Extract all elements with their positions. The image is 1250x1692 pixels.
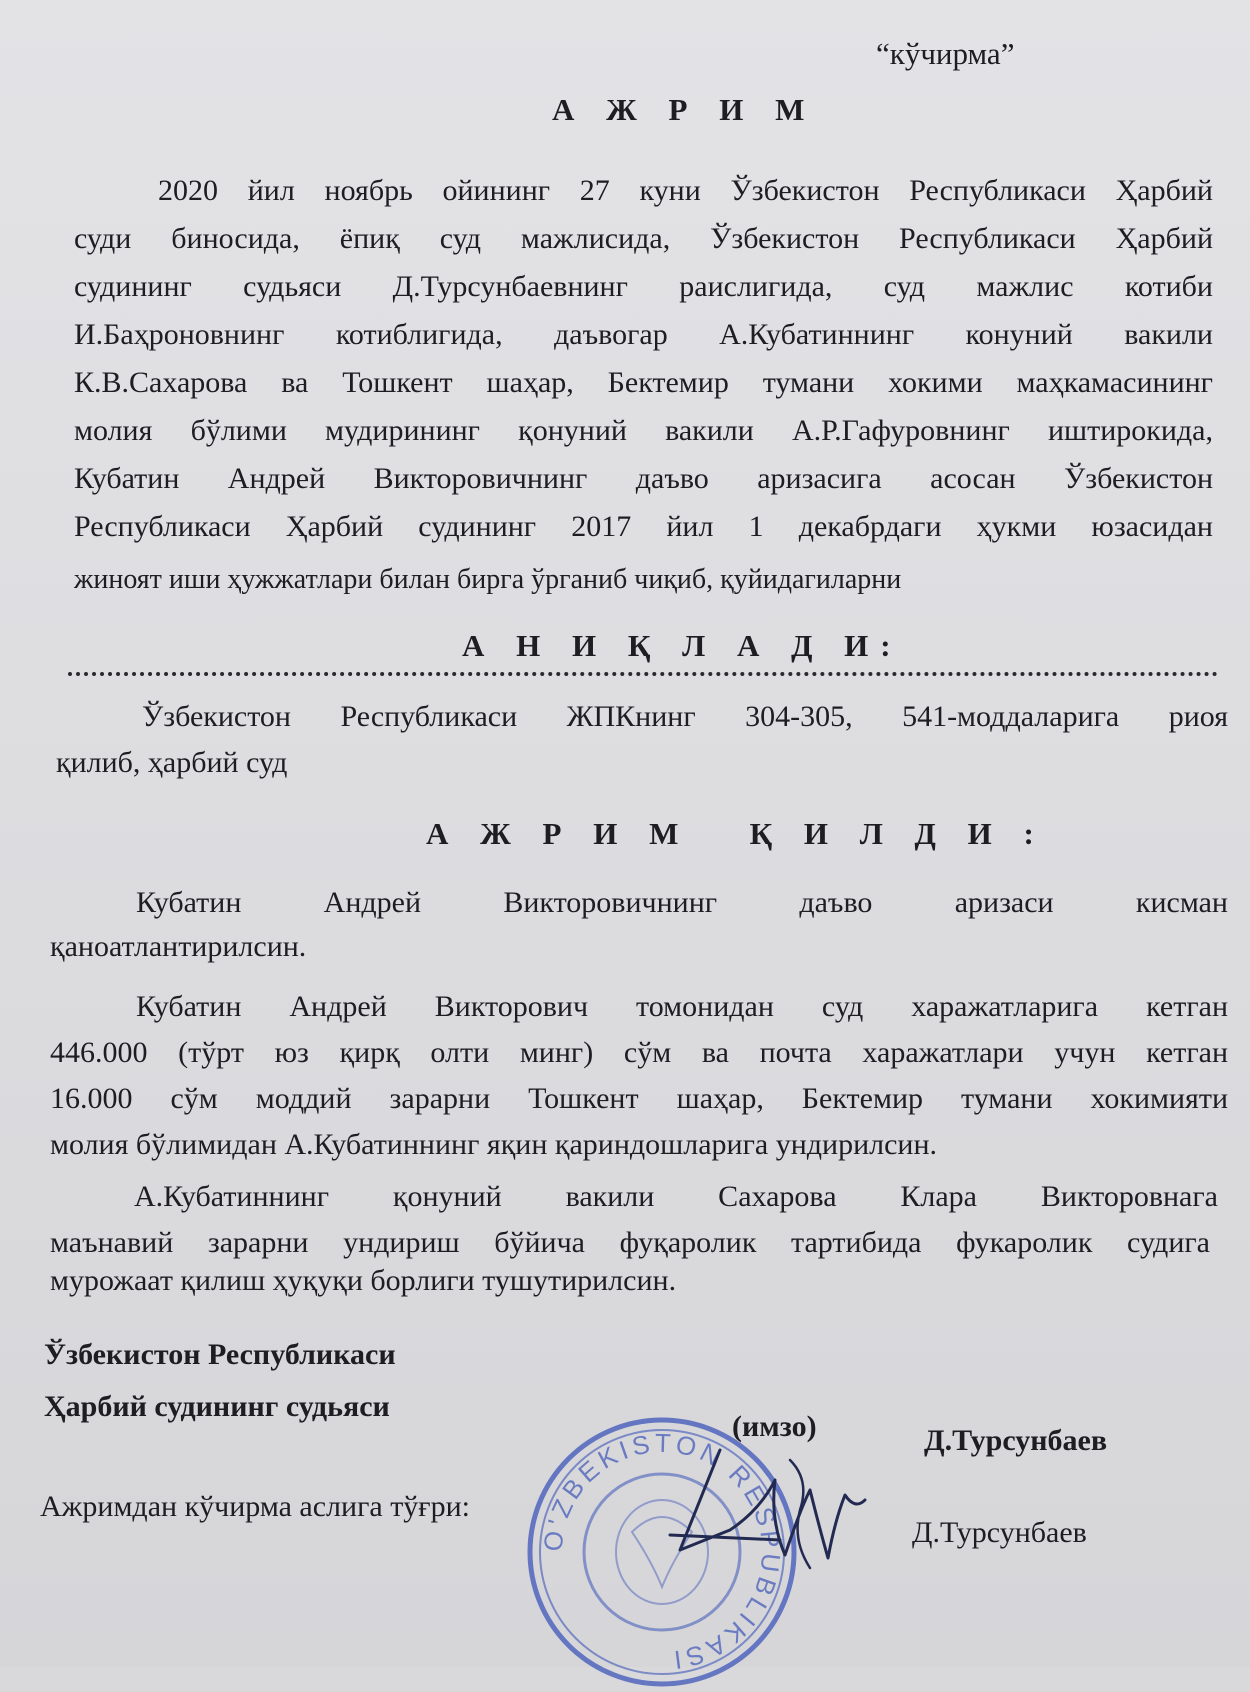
ruling-p3-line: мурожаат қилиш ҳуқуқи борлиги тушутирилсин. [50, 1264, 677, 1297]
intro-line: К.В.Сахарова ва Тошкент шаҳар, Бектемир тумани хокими маҳкамасининг [74, 366, 1213, 399]
intro-line: молия бўлими мудирининг қонуний вакили А.Р.Гафуровнинг иштирокида, [74, 414, 1213, 447]
handwritten-signature [660, 1440, 870, 1580]
ruling-p1-line: Кубатин Андрей Викторовичнинг даъво аризаси кисман [136, 886, 1228, 919]
judge-name-bold: Д.Турсунбаев [924, 1424, 1108, 1457]
ruling-p2-line: молия бўлимидан А.Кубатиннинг яқин қариндошларига ундирилсин. [50, 1128, 938, 1161]
established-line: қилиб, ҳарбий суд [56, 746, 288, 779]
intro-line: суди биносида, ёпиқ суд мажлисида, Ўзбекистон Республикаси Ҳарбий [74, 222, 1213, 255]
intro-line: 2020 йил ноябрь ойининг 27 куни Ўзбекистон Республикаси Ҳарбий [158, 174, 1213, 207]
ruling-p3-line: маънавий зарарни ундириш бўйича фуқаролик тартибида фукаролик судига [50, 1226, 1210, 1259]
dotted-divider [68, 672, 1218, 676]
established-line: Ўзбекистон Республикаси ЖПКнинг 304-305, 541-моддаларига риоя [142, 700, 1228, 733]
intro-line: Кубатин Андрей Викторовичнинг даъво аризасига асосан Ўзбекистон [74, 462, 1213, 495]
ruling-title: А Ж Р И М Қ И Л Д И : [426, 816, 1046, 851]
stamp-text: O'ZBEKISTON RESPUBLIKASI [537, 1427, 787, 1676]
copy-mark: “кўчирма” [876, 36, 1015, 71]
ruling-p1-line: қаноатлантирилсин. [50, 930, 307, 963]
position-line: Ўзбекистон Республикаси [44, 1338, 396, 1371]
imzo-label: (имзо) [732, 1410, 817, 1443]
copy-certification-label: Ажримдан кўчирма аслига тўғри: [40, 1490, 471, 1523]
intro-line: И.Баҳроновнинг котиблигида, даъвогар А.Кубатиннинг конуний вакили [74, 318, 1213, 351]
established-title: А Н И Қ Л А Д И: [462, 628, 903, 663]
ruling-p2-line: 16.000 сўм моддий зарарни Тошкент шаҳар, Бектемир тумани хокимияти [50, 1082, 1228, 1115]
document-title: А Ж Р И М [552, 92, 817, 127]
intro-line: Республикаси Ҳарбий судининг 2017 йил 1 декабрдаги ҳукми юзасидан [74, 510, 1213, 543]
intro-line: жиноят иши ҳужжатлари билан бирга ўрганиб чиқиб, қуйидагиларни [74, 564, 902, 595]
intro-line: судининг судьяси Д.Турсунбаевнинг раислигида, суд мажлис котиби [74, 270, 1213, 303]
ruling-p2-line: 446.000 (тўрт юз қирқ олти минг) сўм ва почта харажатлари учун кетган [50, 1036, 1228, 1069]
position-line: Ҳарбий судининг судьяси [44, 1390, 390, 1423]
judge-name: Д.Турсунбаев [912, 1516, 1087, 1549]
ruling-p2-line: Кубатин Андрей Викторович томонидан суд харажатларига кетган [136, 990, 1228, 1023]
ruling-p3-line: А.Кубатиннинг қонуний вакили Сахарова Клара Викторовнага [134, 1180, 1218, 1213]
